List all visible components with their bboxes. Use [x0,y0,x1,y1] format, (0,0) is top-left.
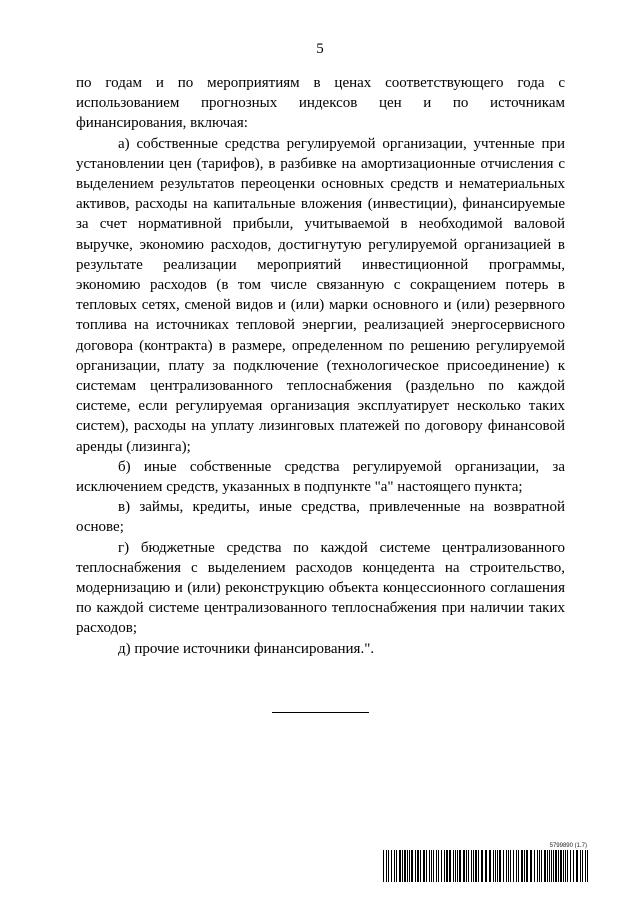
barcode-bar [404,850,406,882]
barcode-bar [582,850,583,882]
barcode-bar [541,850,542,882]
barcode-bar [567,850,568,882]
barcode-bar [446,850,448,882]
barcode-bar [565,850,566,882]
barcode-bar [506,850,507,882]
paragraph: г) бюджетные средства по каждой системе централизованного теплоснабжения с выделением расходов концедента на строительство, модернизацию и (или) реконструкцию объекта концессионного соглашения по каждой системе централизованного теплоснабжения при наличии таких расходов; [76,539,565,637]
barcode-bar [438,850,439,882]
paragraph: по годам и по мероприятиям в ценах соответствующего года с использованием прогнозных индексов цен и по источникам финансирования, включая: [76,75,565,132]
barcode-bar [429,850,430,882]
barcode-bar [471,850,472,882]
barcode-bar [455,850,456,882]
barcode-bar [537,850,538,882]
barcode-bar [449,850,451,882]
barcode-bar [468,850,469,882]
barcode-bar [426,850,427,882]
barcode-bar [573,850,574,882]
barcode-bar [383,850,384,882]
barcode-bar [563,850,564,882]
barcode-bar [415,850,416,882]
barcode-bar [407,850,408,882]
barcode-bar [444,850,445,882]
barcode-bar [551,850,552,882]
barcode-caption: 5799890 (1.7) [549,843,587,849]
barcode-bar [473,850,474,882]
document-barcode [383,843,593,883]
barcode-bar [478,850,479,882]
barcode-bar [513,850,514,882]
barcode-bar [570,850,571,882]
barcode-bar [530,850,532,882]
barcode-bar [417,850,419,882]
section-divider [272,712,369,713]
barcode-bar [503,850,504,882]
barcode-bar [388,850,389,882]
barcode-bar [560,850,562,882]
barcode-bar [463,850,465,882]
barcode-bar [485,850,487,882]
barcode-bar [521,850,523,882]
page-number: 5 [316,41,324,57]
barcode-bar [587,850,588,882]
barcode-bar [526,850,528,882]
barcode-bar [453,850,454,882]
barcode-bar [518,850,519,882]
barcode-bar [431,850,432,882]
barcode-bar [534,850,535,882]
barcode-bar [489,850,491,882]
barcode-bar [411,850,413,882]
barcode-bar [457,850,458,882]
barcode-bar [516,850,517,882]
barcode-bar [466,850,467,882]
barcode-bar [585,850,586,882]
paragraph: в) займы, кредиты, иные средства, привлеченные на возвратной основе; [76,499,565,536]
barcode-bar [547,850,548,882]
barcode-graphic [383,850,593,882]
barcode-bar [553,850,554,882]
barcode-bar [423,850,425,882]
barcode-bar [420,850,421,882]
barcode-bar [441,850,442,882]
barcode-bar [394,850,395,882]
paragraph: б) иные собственные средства регулируемой организации, за исключением средств, указанных в подпункте "а" настоящего пункта; [76,458,565,496]
barcode-bar [539,850,540,882]
barcode-bar [433,850,434,882]
barcode-bar [493,850,494,882]
barcode-bar [558,850,559,882]
barcode-bar [396,850,397,882]
barcode-bar [475,850,477,882]
barcode-bar [524,850,525,882]
barcode-bar [549,850,550,882]
barcode-bar [508,850,509,882]
barcode-bar [544,850,546,882]
barcode-bar [481,850,483,882]
barcode-bar [495,850,496,882]
barcode-bar [459,850,461,882]
barcode-bar [399,850,401,882]
barcode-bar [497,850,498,882]
barcode-bar [402,850,403,882]
paragraph: а) собственные средства регулируемой организации, учтенные при установлении цен (тарифов), в разбивке на амортизационные отчисления с выделением результатов переоценки основных средств и нематериальных активов, расходы на капитальные вложения (инвестиции), финансируемые за счет нормативной прибыли, учитываемой в необходимой валовой выручке, экономию расходов, достигнутую регулируемой организацией в результате реализации мероприятий инвестиционной программы, экономию расходов (в том числе связанную с сокращением потерь в тепловых сетях, сменой видов и (или) марки основного и (или) резервного топлива на источниках тепловой энергии, реализацией энергосервисного договора (контракта) в размере, определенном по решению регулируемой организации, плату за подключение (технологическое присоединение) к системам централизованного теплоснабжения (раздельно по каждой системе, если регулируемая организация эксплуатирует несколько таких систем), расходы на уплату лизинговых платежей по договору финансовой аренды (лизинга); [76,135,565,455]
barcode-bar [409,850,410,882]
barcode-bar [580,850,581,882]
paragraph: д) прочие источники финансирования.". [118,640,375,657]
barcode-bar [391,850,392,882]
barcode-bar [576,850,578,882]
barcode-bar [499,850,501,882]
barcode-bar [386,850,387,882]
barcode-bar [436,850,437,882]
barcode-bar [555,850,557,882]
document-body [76,73,565,659]
barcode-bar [510,850,511,882]
